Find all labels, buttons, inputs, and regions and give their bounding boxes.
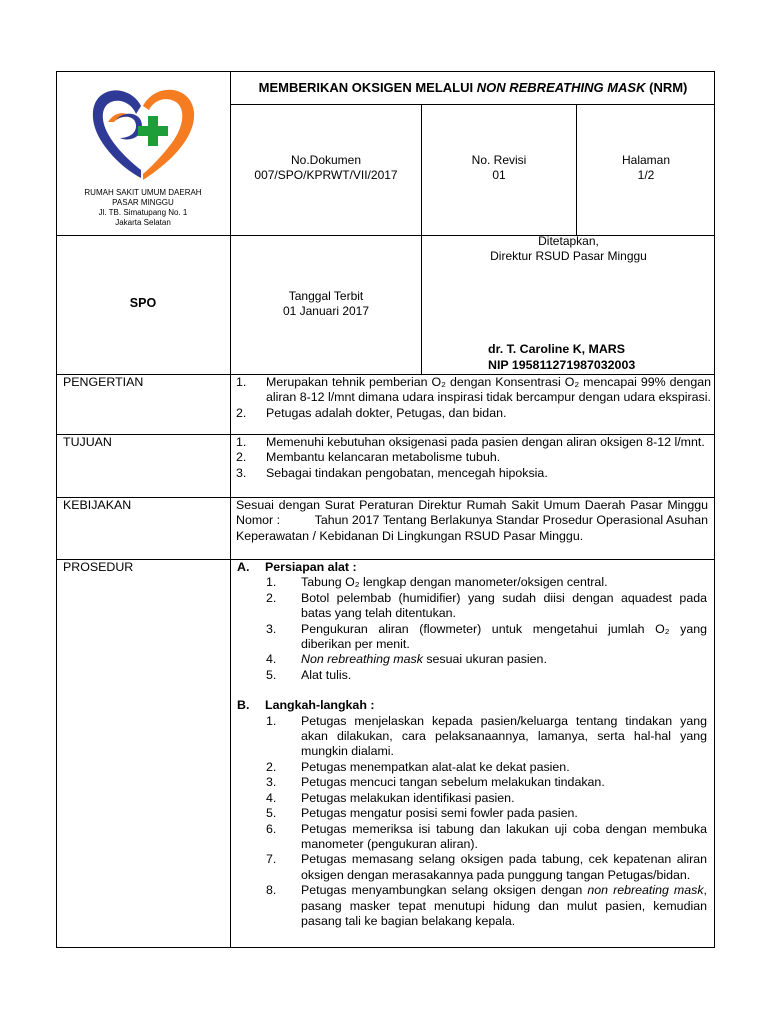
list-item-number: 4.	[266, 652, 277, 667]
hospital-address-line2: Jakarta Selatan	[115, 218, 171, 227]
list-item	[231, 883, 707, 929]
list-item-text: Petugas adalah dokter, Petugas, dan bidan.	[266, 405, 507, 420]
list-item	[231, 466, 711, 481]
list-item-number: 1.	[266, 713, 277, 728]
list-item-text: Petugas melakukan identifikasi pasien.	[301, 790, 515, 805]
prosedur-content	[231, 560, 707, 929]
hospital-name	[56, 188, 230, 228]
list-item-text: Merupakan tehnik pemberian O₂ dengan Konsentrasi O₂ mencapai 99% dengan aliran 8-12 l/mnt dimana udara inspirasi tidak bercampur dengan udara ekspirasi.	[266, 375, 711, 405]
list-item	[231, 450, 711, 465]
list-item	[231, 435, 711, 450]
list-item-italic: non rebreating mask	[587, 883, 704, 898]
list-item	[231, 375, 711, 406]
persiapan-letter: A.	[237, 560, 250, 574]
no-dokumen-cell	[231, 153, 421, 183]
hospital-logo	[86, 82, 201, 182]
list-item-text: Botol pelembab (humidifier) yang sudah diisi dengan aquadest pada batas yang telah ditentukan.	[301, 590, 707, 621]
list-item	[231, 806, 707, 821]
halaman-cell	[577, 153, 715, 183]
hospital-address-line1: Jl. TB. Simatupang No. 1	[98, 208, 188, 217]
list-item-number: 1.	[236, 435, 247, 449]
tanggal-terbit-value: 01 Januari 2017	[282, 304, 370, 318]
list-item	[231, 714, 707, 760]
no-dokumen-value: 007/SPO/KPRWT/VII/2017	[254, 168, 398, 182]
ditetapkan-line2: Direktur RSUD Pasar Minggu	[490, 249, 647, 263]
list-item	[231, 668, 707, 683]
divider-title	[230, 104, 715, 105]
list-item-number: 5.	[266, 667, 277, 682]
persiapan-title: Persiapan alat :	[265, 560, 357, 574]
no-revisi-label: No. Revisi	[471, 153, 527, 167]
list-item-text: Petugas mengatur posisi semi fowler pada pasien.	[301, 806, 578, 821]
halaman-label: Halaman	[621, 153, 671, 167]
list-item-number: 3.	[266, 621, 277, 636]
no-revisi-value: 01	[492, 168, 506, 182]
document-title	[231, 80, 715, 96]
list-item-text: sesuai ukuran pasien.	[422, 652, 547, 667]
list-item	[231, 622, 707, 653]
list-item-number: 1.	[236, 375, 247, 389]
tanggal-terbit-cell	[231, 289, 421, 319]
langkah-title: Langkah-langkah :	[265, 698, 375, 713]
title-italic: NON REBREATHING MASK	[476, 80, 646, 95]
list-item-text: Petugas memasang selang oksigen pada tabung, cek kepatenan aliran oksigen dengan merasakannya pada punggung tangan Petugas/bidan.	[301, 852, 707, 882]
list-item-text: Petugas memeriksa isi tabung dan lakukan uji coba dengan membuka manometer (pengukuran aliran).	[301, 821, 707, 851]
hospital-name-line2: PASAR MINGGU	[112, 198, 174, 207]
hospital-name-line1: RUMAH SAKIT UMUM DAERAH	[84, 188, 202, 197]
prosedur-label: PROSEDUR	[63, 560, 134, 574]
list-item	[231, 760, 707, 775]
tujuan-label: TUJUAN	[63, 435, 112, 449]
list-item	[231, 406, 711, 421]
tanggal-terbit-label: Tanggal Terbit	[288, 289, 364, 303]
spo-label: SPO	[129, 296, 157, 310]
signer-block	[488, 342, 713, 373]
list-item-number: 2.	[236, 405, 247, 420]
no-dokumen-label: No.Dokumen	[290, 153, 362, 167]
list-item	[231, 575, 707, 590]
signer-name: dr. T. Caroline K, MARS	[488, 342, 626, 356]
signer-nip: NIP 195811271987032003	[488, 357, 636, 372]
no-revisi-cell	[422, 153, 576, 183]
list-item-number: 2.	[266, 759, 277, 774]
list-item-text: Membantu kelancaran metabolisme tubuh.	[266, 450, 501, 465]
list-item-text: Alat tulis.	[301, 667, 352, 682]
list-item-italic: Non rebreathing mask	[301, 652, 423, 667]
list-item-text: Petugas menjelaskan kepada pasien/keluarga tentang tindakan yang akan dilakukan, cara pelaksanaannya, lamanya, serta hal-hal yang mungkin dialami.	[301, 713, 707, 759]
title-suffix: (NRM)	[645, 80, 688, 95]
ditetapkan-line1: Ditetapkan,	[538, 234, 599, 248]
list-item-number: 5.	[266, 806, 277, 821]
list-item-text-after: , pasang masker tepat menutupi hidung dan mulut pasien, kemudian pasang tali ke bagian belakang kepala.	[301, 883, 707, 928]
list-item	[231, 591, 707, 622]
list-item-text: Pengukuran aliran (flowmeter) untuk mengetahui jumlah O₂ yang diberikan per menit.	[301, 621, 707, 652]
halaman-value: 1/2	[637, 168, 655, 182]
pengertian-label: PENGERTIAN	[63, 375, 144, 389]
list-item	[231, 852, 707, 883]
list-item-text: Sebagai tindakan pengobatan, mencegah hipoksia.	[266, 465, 548, 480]
list-item-number: 2.	[266, 590, 277, 605]
list-item-text: Petugas mencuci tangan sebelum melakukan tindakan.	[301, 775, 605, 790]
list-item	[231, 775, 707, 790]
list-item-number: 1.	[266, 575, 277, 590]
list-item-number: 6.	[266, 821, 277, 836]
list-item	[231, 822, 707, 853]
list-item	[231, 791, 707, 806]
list-item-text: Petugas menempatkan alat-alat ke dekat pasien.	[301, 759, 570, 774]
heart-cross-logo-icon	[86, 82, 201, 182]
tujuan-list	[231, 435, 711, 481]
ditetapkan-cell	[422, 234, 715, 264]
persiapan-heading	[231, 560, 707, 575]
list-item-text: Memenuhi kebutuhan oksigenasi pada pasien dengan aliran oksigen 8-12 l/mnt.	[266, 435, 705, 449]
kebijakan-text: Sesuai dengan Surat Peraturan Direktur Rumah Sakit Umum Daerah Pasar Minggu Nomor : Tahun 2017 Tentang Berlakunya Standar Prosedur Operasional Asuhan Keperawatan / Kebidanan Di Lingkungan RSUD Pasar Minggu.	[236, 498, 712, 543]
list-item-number: 8.	[266, 883, 277, 898]
list-item	[231, 652, 707, 667]
pengertian-list	[231, 375, 711, 421]
kebijakan-label: KEBIJAKAN	[63, 498, 132, 512]
list-item-number: 4.	[266, 790, 277, 805]
langkah-letter: B.	[237, 698, 250, 713]
title-prefix: MEMBERIKAN OKSIGEN MELALUI	[258, 80, 477, 95]
list-item-number: 2.	[236, 450, 247, 465]
list-item-number: 3.	[266, 775, 277, 790]
list-item-number: 3.	[236, 465, 247, 480]
list-item-number: 7.	[266, 852, 277, 867]
divider-bottom	[56, 947, 715, 948]
list-item-text: Petugas menyambungkan selang oksigen dengan	[301, 883, 588, 898]
list-item-text: Tabung O₂ lengkap dengan manometer/oksigen central.	[301, 575, 608, 590]
langkah-heading	[231, 698, 707, 713]
